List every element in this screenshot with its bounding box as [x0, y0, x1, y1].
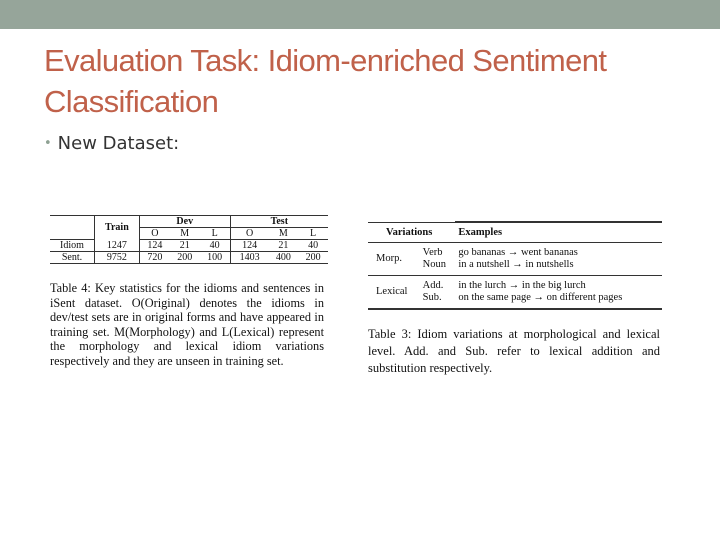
variation-type: Sub. [420, 292, 456, 309]
cell: 40 [209, 240, 220, 251]
table-row [50, 252, 328, 264]
header-examples: Examples [455, 222, 662, 243]
table-corner [50, 216, 94, 228]
cell: 40 [308, 240, 319, 251]
cell: 9752 [94, 252, 139, 264]
variations-table [368, 221, 662, 310]
variation-type: Add. [420, 276, 456, 293]
row-label: Idiom [60, 240, 84, 251]
subheader-m: M [268, 228, 298, 240]
header-dev: Dev [139, 216, 230, 228]
variation-type: Noun [422, 259, 446, 270]
stats-table [50, 215, 328, 264]
group-label: Lexical [368, 276, 420, 310]
variation-type: Verb [420, 243, 456, 260]
cell: 1247 [94, 240, 139, 252]
bullet-text: New Dataset: [57, 133, 180, 154]
example-text: in the lurch → in the big lurch [455, 276, 662, 293]
cell: 1403 [230, 252, 268, 264]
group-label: Morp. [368, 243, 420, 276]
subheader-l: L [298, 228, 328, 240]
subheader-o: O [230, 228, 268, 240]
table-4 [50, 215, 330, 264]
cell: 124 [230, 240, 268, 252]
table-3 [368, 221, 664, 310]
header-test: Test [230, 216, 328, 228]
example-text: go bananas → went bananas [455, 243, 662, 260]
cell: 200 [298, 252, 328, 264]
subheader-o: O [139, 228, 170, 240]
row-label: Sent. [50, 252, 94, 264]
subheader-m: M [170, 228, 200, 240]
cell: 100 [200, 252, 231, 264]
cell: 200 [170, 252, 200, 264]
cell: 124 [139, 240, 170, 252]
table-corner-bottom [50, 228, 94, 240]
table-3-caption: Table 3: Idiom variations at morphological and lexical level. Add. and Sub. refer to lexical addition and substitution respectively. [368, 327, 660, 375]
cell: 400 [268, 252, 298, 264]
subheader-l: L [200, 228, 231, 240]
header-variations: Variations [368, 222, 455, 243]
cell: 21 [278, 240, 289, 251]
table-row [368, 243, 662, 260]
header-train: Train [94, 216, 139, 240]
example-text: on the same page → on different pages [455, 292, 662, 309]
bullet-item [44, 133, 179, 154]
cell: 21 [179, 240, 190, 251]
example-text: in a nutshell → in nutshells [458, 259, 574, 270]
table-4-caption: Table 4: Key statistics for the idioms and sentences in iSent dataset. O(Original) denotes the idioms in dev/test sets are in original forms and have appeared in training set. M(Morphology) and L(Lexical) represent the morphology and lexical idiom variations respectively and they are unseen in training set. [50, 281, 324, 368]
bullet-dot-icon: • [44, 136, 52, 151]
slide-title: Evaluation Task: Idiom-enriched Sentiment Classification [44, 43, 607, 119]
cell: 720 [139, 252, 170, 264]
top-accent-bar [0, 0, 720, 29]
table-row [368, 276, 662, 293]
table-row [50, 240, 328, 252]
